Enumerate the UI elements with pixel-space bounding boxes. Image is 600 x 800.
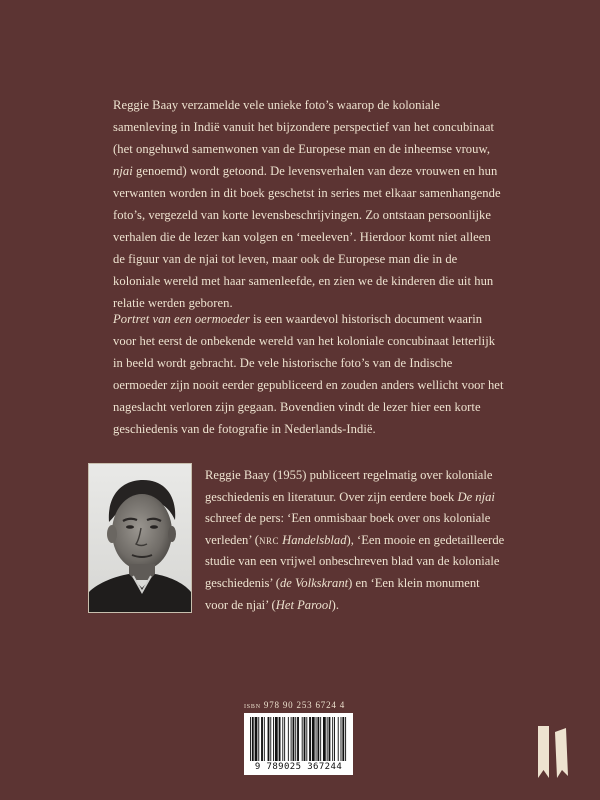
- barcode-bar: [306, 717, 307, 761]
- text-run: De njai: [457, 489, 495, 504]
- text-run: Portret van een oermoeder: [113, 312, 250, 326]
- publisher-logo-icon: [535, 724, 571, 780]
- barcode-bar: [316, 717, 317, 761]
- author-photo: [88, 463, 192, 613]
- barcode-bar: [284, 717, 285, 761]
- text-run: nrc: [258, 532, 279, 547]
- text-run: Handelsblad: [282, 532, 347, 547]
- text-run: schreef de pers: ‘Een onmisbaar boek over ons koloniale verleden’ (: [205, 511, 491, 547]
- barcode-bar: [342, 717, 344, 761]
- barcode-bar: [264, 717, 265, 761]
- text-run: njai: [113, 164, 133, 178]
- barcode-bar: [258, 717, 259, 761]
- barcode-bar: [302, 717, 303, 761]
- barcode-bar: [261, 717, 263, 761]
- text-run: is een waardevol historisch document waarin voor het eerst de onbekende wereld van het koloniale concubinaat letterlijk in beeld wordt gebracht. De vele historische foto’s van de Indische oermoeder zijn nooit eerder gepubliceerd en zouden anders wellicht voor het nageslacht verloren zijn gegaan. Bovendien vindt de lezer hier een korte geschiedenis van de fotografie in Nederlands-Indië.: [113, 312, 504, 436]
- barcode-bar: [279, 717, 281, 761]
- barcode-bar: [255, 717, 258, 761]
- barcode-bar: [338, 717, 339, 761]
- text-run: ).: [331, 597, 339, 612]
- blurb-paragraph-2: [113, 308, 508, 440]
- barcode-bar: [252, 717, 254, 761]
- author-bio-text: [205, 465, 505, 616]
- barcode-bar: [323, 717, 326, 761]
- barcode-bar: [317, 717, 319, 761]
- barcode-bar: [270, 717, 271, 761]
- barcode-bar: [312, 717, 315, 761]
- text-run: Reggie Baay verzamelde vele unieke foto’s waarop de koloniale samenleving in Indië vanuit het bijzondere perspectief van het concubinaat (het ongehuwd samenwonen van de Europese man en de inheemse vrouw,: [113, 98, 495, 156]
- barcode-bar: [295, 717, 296, 761]
- barcode-bar: [329, 717, 331, 761]
- barcode-bar: [341, 717, 342, 761]
- author-bio: [205, 465, 505, 616]
- barcode-bar: [327, 717, 328, 761]
- barcode-bar: [250, 717, 251, 761]
- barcode-bars: [244, 713, 353, 763]
- text-run: ), ‘Een mooie en gedetailleerde studie van een vrijwel onbeschreven blad van de koloniale geschiedenis’ (: [205, 532, 505, 590]
- blurb-paragraph-1: [113, 94, 503, 314]
- barcode-bar: [291, 717, 292, 761]
- text-run: de Volkskrant: [279, 575, 349, 590]
- barcode-bar: [332, 717, 333, 761]
- barcode-bar: [304, 717, 306, 761]
- text-run: genoemd) wordt getoond. De levensverhalen van deze vrouwen en hun verwanten worden in dit boek geschetst in series met elkaar samenhangende foto’s, vergezeld van korte levensbeschrijvingen. Zo ontstaan persoonlijke verhalen die de lezer kan volgen en ‘meeleven’. Hierdoor komt niet alleen de figuur van de njai tot leven, maar ook de Europese man die in de koloniale wereld met haar samenleefde, en zien we de kinderen die uit hun relatie werden geboren.: [113, 164, 501, 310]
- barcode-bar: [293, 717, 295, 761]
- author-portrait-icon: [89, 464, 191, 612]
- barcode-bar: [273, 717, 274, 761]
- barcode-digits: 9 789025 367244: [254, 762, 343, 772]
- barcode-bar: [345, 717, 346, 761]
- barcode-bar: [309, 717, 311, 761]
- isbn-label: isbn 978 90 253 6724 4: [244, 700, 346, 710]
- text-run: ) en ‘Een klein monument voor de njai’ (: [205, 575, 480, 612]
- barcode-bar: [334, 717, 335, 761]
- barcode-bar: [320, 717, 321, 761]
- barcode-bar: [268, 717, 270, 761]
- barcode: [244, 713, 353, 775]
- text-run: Reggie Baay (1955) publiceert regelmatig over koloniale geschiedenis en literatuur. Over zijn eerdere boek: [205, 468, 493, 504]
- text-run: Het Parool: [275, 597, 332, 612]
- barcode-bar: [275, 717, 278, 761]
- barcode-bar: [288, 717, 289, 761]
- barcode-bar: [297, 717, 299, 761]
- barcode-bar: [282, 717, 283, 761]
